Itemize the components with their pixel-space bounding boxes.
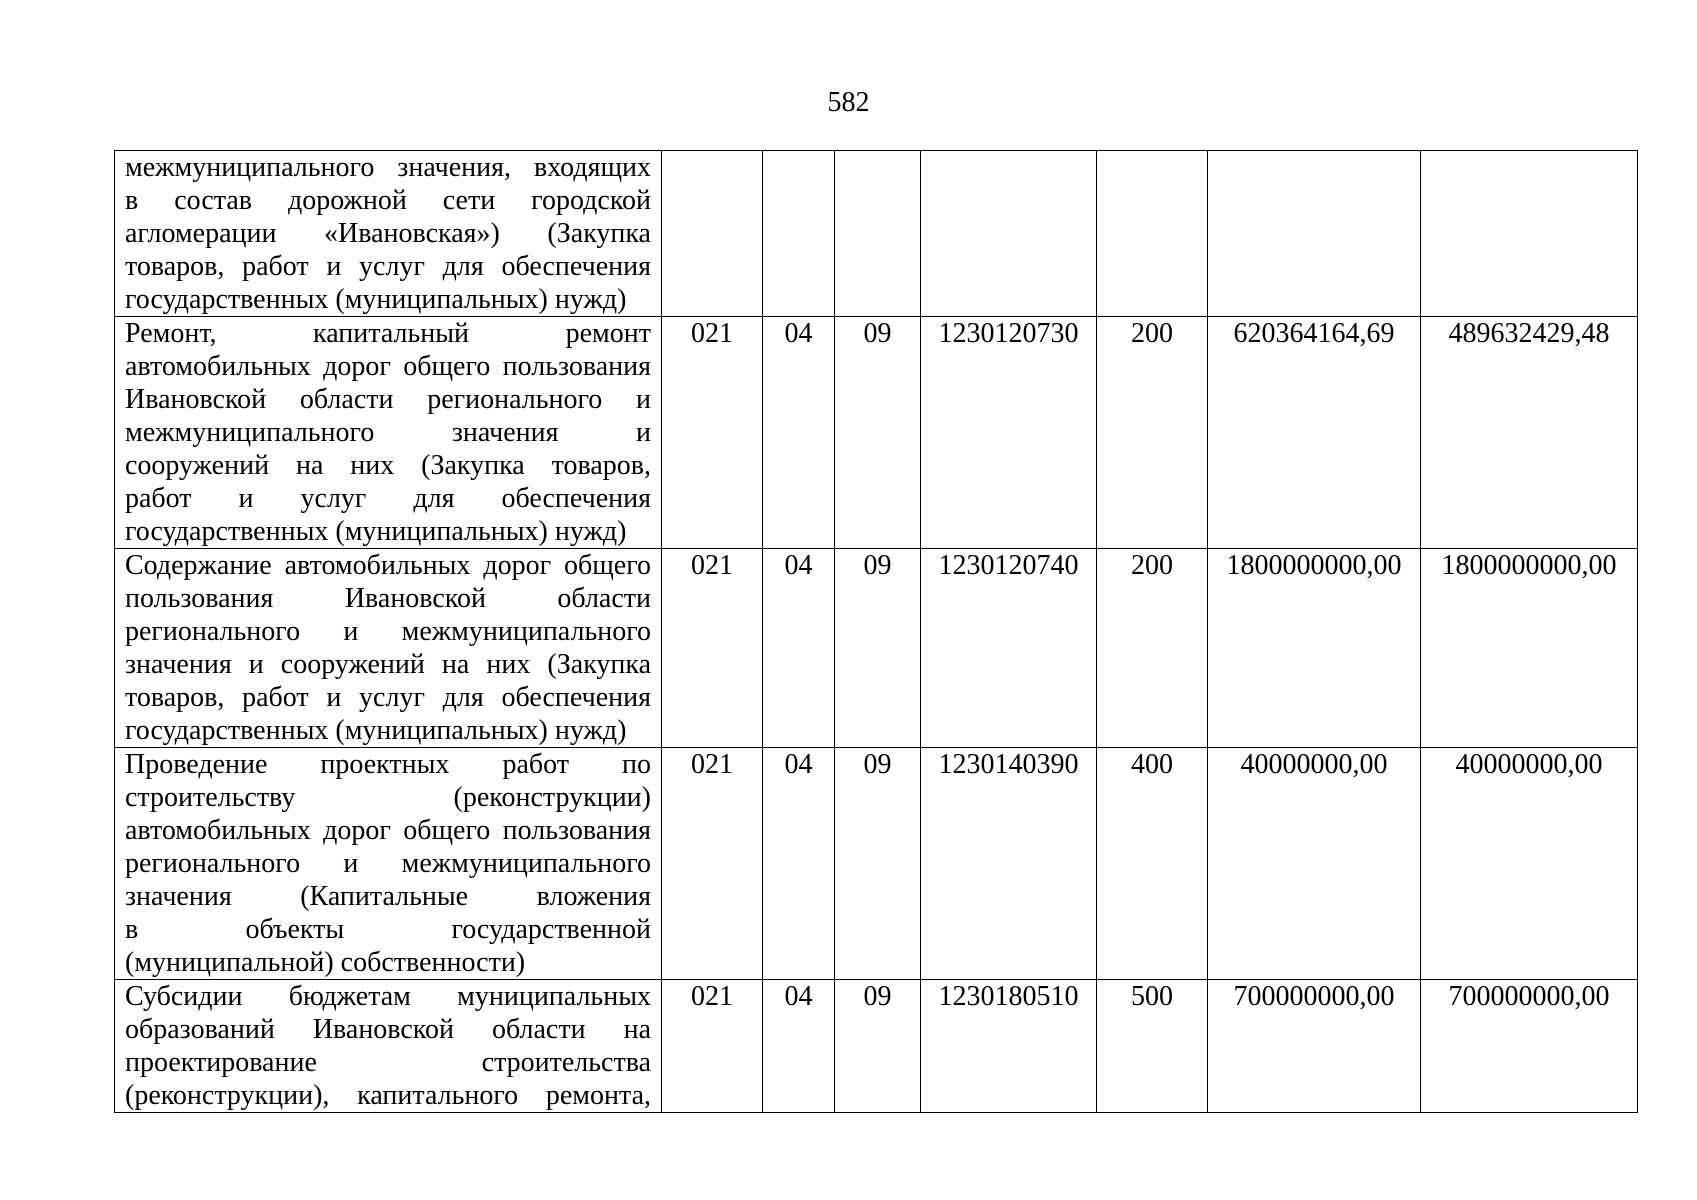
description-line: межмуниципального значения и — [125, 417, 651, 448]
subsection-code — [835, 151, 921, 317]
description-line: товаров, работ и услуг для обеспечения — [125, 251, 651, 282]
description-line: проектирование строительства — [125, 1047, 651, 1078]
description-line: в состав дорожной сети городской — [125, 185, 651, 216]
amount-year-1: 40000000,00 — [1208, 748, 1421, 980]
row-description — [115, 748, 662, 980]
expense-type-code — [1097, 151, 1208, 317]
description-line: в объекты государственной — [125, 914, 651, 945]
description-line: работ и услуг для обеспечения — [125, 483, 651, 514]
ministry-code — [662, 151, 763, 317]
ministry-code: 021 — [662, 549, 763, 748]
budget-table — [114, 150, 1638, 1113]
row-description — [115, 317, 662, 549]
amount-year-1: 620364164,69 — [1208, 317, 1421, 549]
section-code: 04 — [763, 980, 835, 1113]
row-description — [115, 980, 662, 1113]
amount-year-2: 489632429,48 — [1421, 317, 1638, 549]
description-line: Ремонт, капитальный ремонт — [125, 318, 651, 349]
subsection-code: 09 — [835, 317, 921, 549]
table-body — [115, 151, 1638, 1113]
amount-year-1 — [1208, 151, 1421, 317]
amount-year-1: 1800000000,00 — [1208, 549, 1421, 748]
table-row — [115, 151, 1638, 317]
description-line: Субсидии бюджетам муниципальных — [125, 981, 651, 1012]
description-line: государственных (муниципальных) нужд) — [125, 284, 627, 315]
target-article-code: 1230120730 — [921, 317, 1097, 549]
ministry-code: 021 — [662, 317, 763, 549]
page-number: 582 — [827, 87, 870, 118]
target-article-code: 1230140390 — [921, 748, 1097, 980]
description-line: пользования Ивановской области — [125, 583, 651, 614]
amount-year-2: 700000000,00 — [1421, 980, 1638, 1113]
amount-year-2: 1800000000,00 — [1421, 549, 1638, 748]
description-line: образований Ивановской области на — [125, 1014, 651, 1045]
table-row — [115, 549, 1638, 748]
target-article-code: 1230120740 — [921, 549, 1097, 748]
row-description — [115, 151, 662, 317]
target-article-code — [921, 151, 1097, 317]
table-row — [115, 317, 1638, 549]
description-line: регионального и межмуниципального — [125, 848, 651, 879]
expense-type-code: 400 — [1097, 748, 1208, 980]
description-line: товаров, работ и услуг для обеспечения — [125, 682, 651, 713]
ministry-code: 021 — [662, 748, 763, 980]
expense-type-code: 200 — [1097, 317, 1208, 549]
table-row — [115, 980, 1638, 1113]
amount-year-2 — [1421, 151, 1638, 317]
amount-year-1: 700000000,00 — [1208, 980, 1421, 1113]
description-line: (реконструкции), капитального ремонта, — [125, 1080, 651, 1111]
subsection-code: 09 — [835, 980, 921, 1113]
description-line: регионального и межмуниципального — [125, 616, 651, 647]
ministry-code: 021 — [662, 980, 763, 1113]
section-code — [763, 151, 835, 317]
description-line: автомобильных дорог общего пользования — [125, 815, 651, 846]
target-article-code: 1230180510 — [921, 980, 1097, 1113]
description-line: государственных (муниципальных) нужд) — [125, 516, 627, 547]
section-code: 04 — [763, 549, 835, 748]
description-line: значения (Капитальные вложения — [125, 881, 651, 912]
description-line: значения и сооружений на них (Закупка — [125, 649, 651, 680]
table-row — [115, 748, 1638, 980]
section-code: 04 — [763, 748, 835, 980]
description-line: Ивановской области регионального и — [125, 384, 651, 415]
description-line: межмуниципального значения, входящих — [125, 152, 651, 183]
description-line: Проведение проектных работ по — [125, 749, 651, 780]
subsection-code: 09 — [835, 549, 921, 748]
description-line: (муниципальной) собственности) — [125, 947, 526, 978]
amount-year-2: 40000000,00 — [1421, 748, 1638, 980]
description-line: Содержание автомобильных дорог общего — [125, 550, 651, 581]
expense-type-code: 500 — [1097, 980, 1208, 1113]
expense-type-code: 200 — [1097, 549, 1208, 748]
description-line: сооружений на них (Закупка товаров, — [125, 450, 651, 481]
description-line: автомобильных дорог общего пользования — [125, 351, 651, 382]
description-line: государственных (муниципальных) нужд) — [125, 715, 627, 746]
subsection-code: 09 — [835, 748, 921, 980]
section-code: 04 — [763, 317, 835, 549]
description-line: строительству (реконструкции) — [125, 782, 651, 813]
description-line: агломерации «Ивановская») (Закупка — [125, 218, 651, 249]
row-description — [115, 549, 662, 748]
